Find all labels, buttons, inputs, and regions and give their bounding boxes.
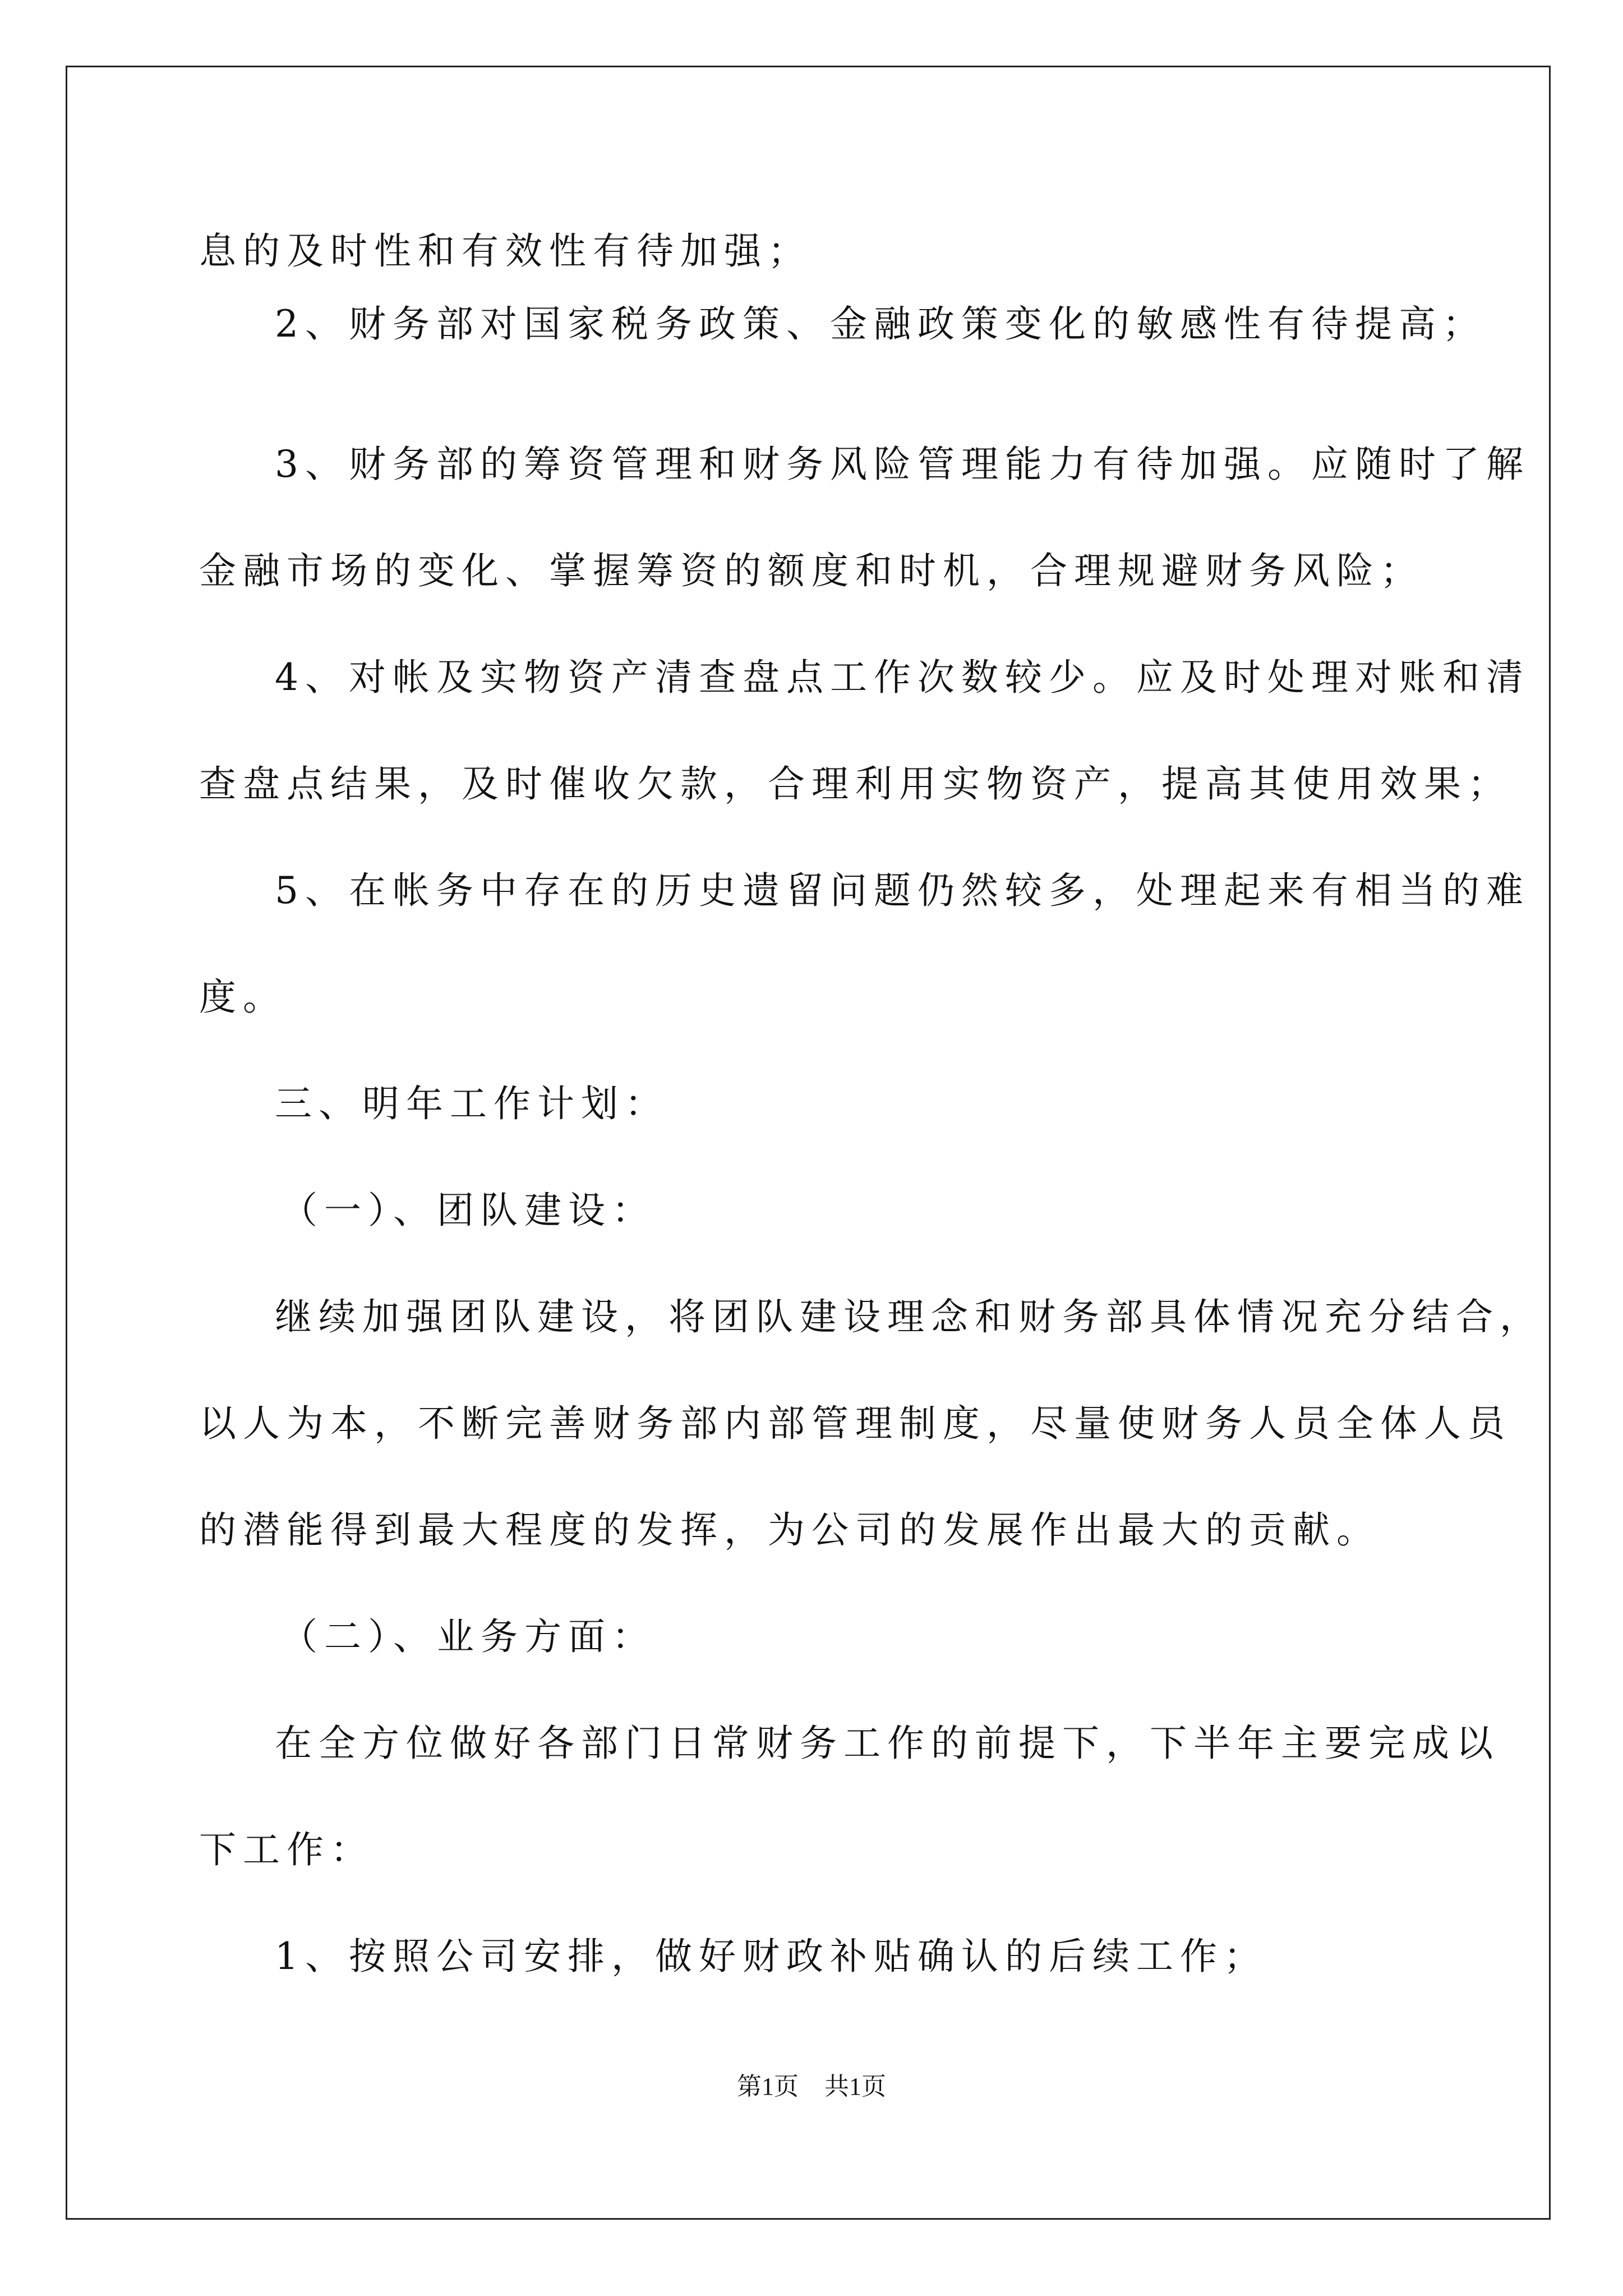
- page-border: [66, 66, 1551, 2220]
- section-heading-3: 三、明年工作计划：: [275, 1082, 668, 1125]
- body-line-6: 查盘点结果，及时催收欠款，合理利用实物资产，提高其使用效果；: [199, 762, 1511, 806]
- body-line-8: 度。: [199, 976, 287, 1019]
- body-line-14: 1、按照公司安排，做好财政补贴确认的后续工作；: [275, 1935, 1267, 1978]
- body-line-3: 3、财务部的筹资管理和财务风险管理能力有待加强。应随时了解: [275, 443, 1530, 486]
- body-line-10: 以人为本，不断完善财务部内部管理制度，尽量使财务人员全体人员: [199, 1402, 1511, 1445]
- body-line-13: 下工作：: [199, 1828, 374, 1871]
- body-line-4: 金融市场的变化、掌握筹资的额度和时机，合理规避财务风险；: [199, 549, 1424, 592]
- body-line-1: 息的及时性和有效性有待加强；: [199, 229, 811, 273]
- body-line-11: 的潜能得到最大程度的发挥，为公司的发展作出最大的贡献。: [199, 1508, 1380, 1552]
- body-line-9: 继续加强团队建设，将团队建设理念和财务部具体情况充分结合，: [275, 1295, 1543, 1338]
- body-line-7: 5、在帐务中存在的历史遗留问题仍然较多，处理起来有相当的难: [275, 869, 1530, 912]
- subsection-heading-1: （一）、团队建设：: [280, 1189, 656, 1232]
- body-line-12: 在全方位做好各部门日常财务工作的前提下，下半年主要完成以: [275, 1722, 1500, 1765]
- subsection-heading-2: （二）、业务方面：: [280, 1615, 656, 1658]
- body-line-2: 2、财务部对国家税务政策、金融政策变化的敏感性有待提高；: [275, 302, 1486, 346]
- page-footer: [0, 2071, 1623, 2102]
- page-number: 第1页: [737, 2073, 799, 2100]
- page-total: 共1页: [824, 2073, 886, 2100]
- body-line-5: 4、对帐及实物资产清查盘点工作次数较少。应及时处理对账和清: [275, 656, 1530, 699]
